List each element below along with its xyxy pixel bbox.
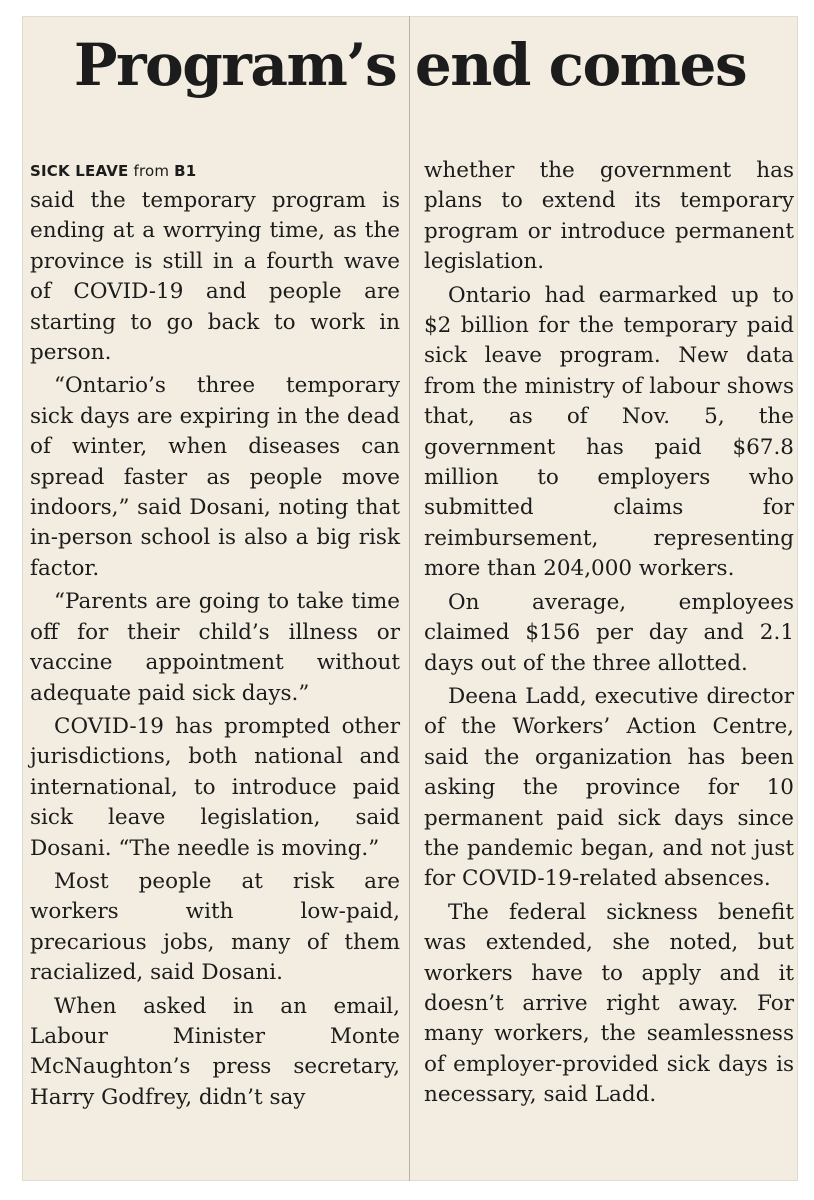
jump-from: from: [133, 162, 170, 180]
headline: Program’s end comes: [73, 31, 747, 99]
jump-kicker: SICK LEAVE: [30, 162, 129, 180]
jump-page: B1: [174, 162, 197, 180]
paragraph: said the temporary program is ending at a worrying time, as the province is still in a fourth wave of COVID-19 and people are starting to go back to work in person.: [30, 188, 400, 366]
paragraph: whether the government has plans to extend its temporary program or introduce permanent legislation.: [424, 158, 794, 275]
paragraph: Most people at risk are workers with low-paid, precarious jobs, many of them racialized, said Dosani.: [30, 868, 400, 986]
paragraph: On average, employees claimed $156 per day and 2.1 days out of the three allotted.: [424, 589, 794, 676]
left-column: [30, 156, 400, 1116]
paragraph: “Parents are going to take time off for their child’s illness or vaccine appointment without adequate paid sick days.”: [30, 589, 400, 706]
paragraph: Ontario had earmarked up to $2 billion for the temporary paid sick leave program. New data from the ministry of labour shows that, as of Nov. 5, the government has paid $67.8 million to employers who submitted claims for reimbursement, representing more than 204,000 workers.: [424, 282, 794, 582]
column-divider: [409, 16, 410, 1181]
newspaper-clipping: [22, 16, 798, 1181]
paragraph: “Ontario’s three temporary sick days are expiring in the dead of winter, when diseases can spread faster as people move indoors,” said Dosani, noting that in-person school is also a big risk factor.: [30, 373, 400, 581]
jump-line: [30, 156, 400, 186]
paragraph: COVID-19 has prompted other jurisdictions, both national and international, to introduce paid sick leave legislation, said Dosani. “The needle is moving.”: [30, 713, 400, 861]
paragraph: The federal sickness benefit was extended, she noted, but workers have to apply and it doesn’t arrive right away. For many workers, the seamlessness of employer-provided sick days is necessary, said Ladd.: [424, 899, 794, 1108]
right-column: [424, 156, 794, 1114]
paragraph: When asked in an email, Labour Minister Monte McNaughton’s press secretary, Harry Godfrey, didn’t say: [30, 993, 400, 1110]
paragraph: Deena Ladd, executive director of the Workers’ Action Centre, said the organization has been asking the province for 10 permanent paid sick days since the pandemic began, and not just for COVID-19-related absences.: [424, 683, 794, 892]
